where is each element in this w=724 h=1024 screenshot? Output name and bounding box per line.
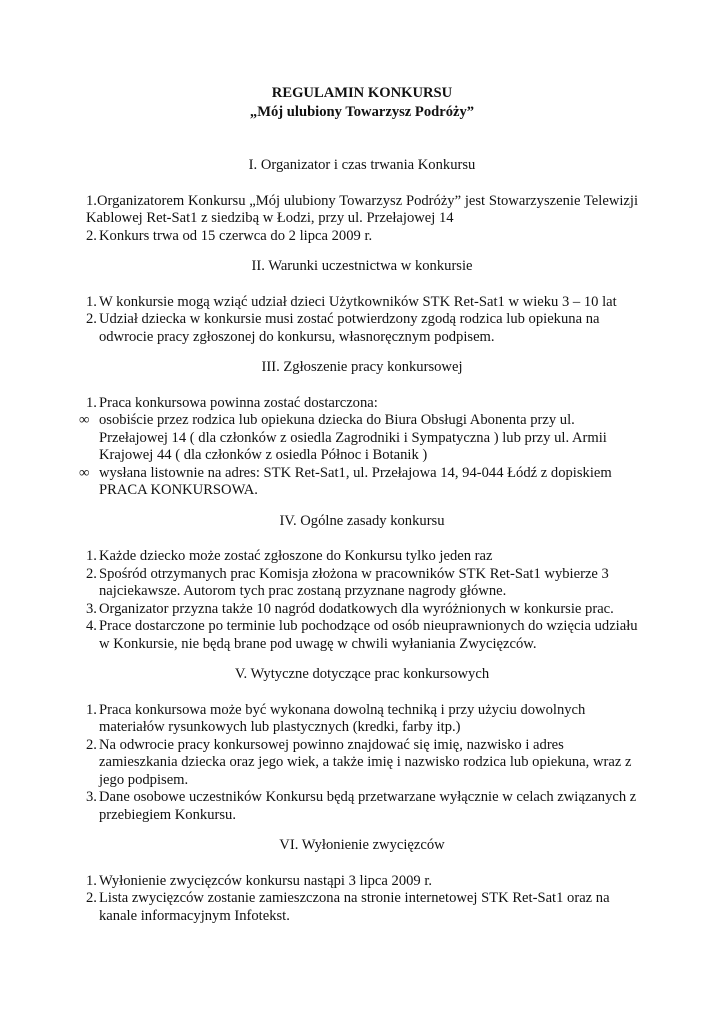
item-text: W konkursie mogą wziąć udział dzieci Użytkowników STK Ret-Sat1 w wieku 3 – 10 lat: [99, 293, 617, 310]
item-text: Każde dziecko może zostać zgłoszone do Konkursu tylko jeden raz: [99, 548, 493, 564]
item-text: Praca konkursowa powinna zostać dostarczona:: [99, 394, 378, 411]
list-item: [86, 873, 638, 891]
bullet-text: wysłana listownie na adres: STK Ret-Sat1, ul. Przełajowa 14, 94-044 Łódź z dopiskiem PRACA KONKURSOWA.: [99, 464, 612, 498]
document-subtitle: „Mój ulubiony Towarzysz Podróży”: [249, 104, 475, 120]
section-1-paragraph: 1.Organizatorem Konkursu „Mój ulubiony Towarzysz Podróży” jest Stowarzyszenie Telewizji Kablowej Ret-Sat1 z siedzibą w Łodzi, przy ul. Przełajowej 14: [86, 192, 638, 226]
item-text: Dane osobowe uczestników Konkursu będą przetwarzane wyłącznie w celach związanych z przebiegiem Konkursu.: [99, 789, 637, 823]
list-item: [86, 294, 638, 312]
item-number: 1.: [86, 701, 97, 718]
list-item: [86, 737, 638, 790]
list-item: [86, 566, 638, 601]
item-text: Konkurs trwa od 15 czerwca do 2 lipca 2009 r.: [99, 227, 373, 244]
section-heading-1: I. Organizator i czas trwania Konkursu: [248, 157, 476, 173]
section-heading-2: II. Warunki uczestnictwa w konkursie: [251, 258, 473, 274]
list-item: [86, 618, 638, 653]
section-heading-3: III. Zgłoszenie pracy konkursowej: [261, 359, 463, 375]
item-number: 1.: [86, 293, 97, 310]
item-number: 3.: [86, 789, 97, 805]
infinity-bullet-icon: ∞: [79, 412, 90, 428]
item-number: 1.: [86, 872, 97, 889]
bullet-text: osobiście przez rodzica lub opiekuna dziecka do Biura Obsługi Abonenta przy ul. Przełajowej 14 ( dla członków z osiedla Zagrodniki i Sympatyczna ) lub przy ul. Armii Krajowej 44 ( dla członków z osiedla Północ i Botanik ): [99, 412, 607, 463]
section-heading-6: VI. Wyłonienie zwycięzców: [279, 837, 445, 853]
item-text: Prace dostarczone po terminie lub pochodzące od osób nieuprawnionych do wzięcia udziału w Konkursie, nie będą brane pod uwagę w chwili wyłaniania Zwycięzców.: [99, 618, 638, 652]
item-text: Lista zwycięzców zostanie zamieszczona na stronie internetowej STK Ret-Sat1 oraz na kanale informacyjnym Infotekst.: [99, 890, 610, 924]
item-number: 3.: [86, 600, 97, 617]
list-item: [86, 395, 638, 413]
list-item: [86, 601, 638, 619]
item-number: 2.: [86, 227, 97, 244]
item-text: Spośród otrzymanych prac Komisja złożona w pracowników STK Ret-Sat1 wybierze 3 najciekawsze. Autorom tych prac zostaną przyznane nagrody główne.: [99, 565, 609, 599]
infinity-bullet-icon: ∞: [79, 464, 90, 481]
bullet-item: [79, 412, 638, 465]
section-heading-4: IV. Ogólne zasady konkursu: [279, 512, 445, 529]
item-text: Wyłonienie zwycięzców konkursu nastąpi 3 lipca 2009 r.: [99, 872, 433, 889]
document-title: REGULAMIN KONKURSU: [271, 85, 453, 101]
item-number: 2.: [86, 736, 97, 753]
document-content: [79, 84, 638, 925]
list-item: [86, 890, 638, 925]
item-text: Praca konkursowa może być wykonana dowolną techniką i przy użyciu dowolnych materiałów rysunkowych lub plastycznych (kredki, farby itp.): [99, 701, 586, 735]
list-item: [86, 702, 638, 737]
item-number: 2.: [86, 311, 97, 327]
section-heading-5: V. Wytyczne dotyczące prac konkursowych: [234, 666, 490, 682]
list-item: [86, 789, 638, 824]
list-item: [86, 548, 638, 566]
item-text: Udział dziecka w konkursie musi zostać potwierdzony zgodą rodzica lub opiekuna na odwrocie pracy zgłoszonej do konkursu, własnoręcznym podpisem.: [99, 311, 600, 345]
item-number: 2.: [86, 890, 97, 906]
item-number: 1.: [86, 394, 97, 411]
list-item: [86, 311, 638, 346]
item-number: 1.: [86, 548, 97, 564]
item-number: 2.: [86, 565, 97, 582]
item-number: 4.: [86, 618, 97, 634]
bullet-item: [79, 464, 638, 500]
item-text: Organizator przyzna także 10 nagród dodatkowych dla wyróżnionych w konkursie prac.: [99, 600, 614, 617]
list-item: [86, 228, 638, 246]
item-text: Na odwrocie pracy konkursowej powinno znajdować się imię, nazwisko i adres zamieszkania dziecka oraz jego wiek, a także imię i nazwisko rodzica lub opiekuna, wraz z jego podpisem.: [99, 736, 632, 788]
